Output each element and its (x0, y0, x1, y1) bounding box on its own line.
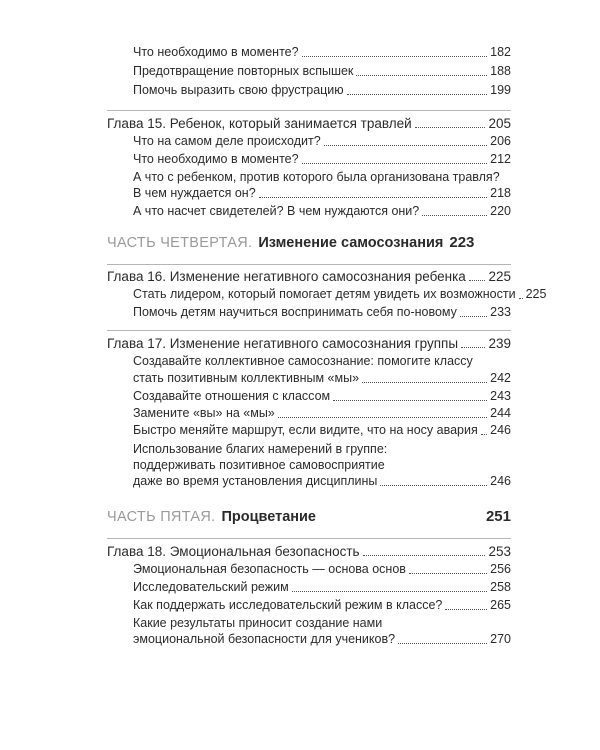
chapter-title: Глава 16. Изменение негативного самосознания ребенка (107, 269, 466, 284)
toc-entry-page: 242 (490, 371, 511, 385)
toc-entry[interactable] (133, 45, 511, 60)
leader-dots (333, 400, 487, 401)
toc-entry-page: 246 (490, 474, 511, 488)
toc-entry[interactable] (133, 152, 511, 167)
toc-entry-line[interactable]: А что с ребенком, против которого была организована травля? (133, 170, 500, 184)
toc-entry-line[interactable]: Создавайте коллективное самосознание: помогите классу (133, 354, 473, 368)
chapter-page: 239 (488, 336, 511, 351)
toc-entry[interactable] (133, 423, 511, 438)
leader-dots (469, 280, 486, 281)
toc-entry[interactable] (133, 204, 511, 219)
chapter-15-heading[interactable] (107, 116, 511, 131)
chapter-18-heading[interactable] (107, 544, 511, 559)
part-page: 223 (449, 234, 475, 251)
leader-dots (278, 417, 487, 418)
toc-entry-page: 220 (490, 204, 511, 218)
toc-entry[interactable] (133, 562, 511, 577)
section-divider (107, 264, 511, 265)
toc-entry-label: Предотвращение повторных вспышек (133, 64, 354, 78)
toc-entry-label: Стать лидером, который помогает детям увидеть их возможности (133, 287, 516, 301)
toc-entry[interactable] (133, 64, 511, 79)
toc-entry[interactable] (133, 474, 511, 489)
chapter-page: 205 (488, 116, 511, 131)
toc-entry-label: стать позитивным коллективным «мы» (133, 371, 360, 385)
section-divider (107, 110, 511, 111)
toc-entry-page: 212 (490, 152, 511, 166)
leader-dots (324, 145, 487, 146)
toc-entry-label: Создавайте отношения с классом (133, 389, 331, 403)
toc-entry-label: А что насчет свидетелей? В чем нуждаются они? (133, 204, 420, 218)
toc-entry-label: Помочь детям научиться воспринимать себя по-новому (133, 305, 457, 319)
toc-entry[interactable] (133, 83, 511, 98)
chapter-title: Глава 17. Изменение негативного самосознания группы (107, 336, 459, 351)
leader-dots (445, 609, 487, 610)
chapter-16-heading[interactable] (107, 269, 511, 284)
toc-entry-label: Помочь выразить свою фрустрацию (133, 83, 344, 97)
leader-dots (302, 163, 488, 164)
leader-dots (292, 591, 487, 592)
toc-entry-page: 225 (525, 287, 547, 301)
part-title: Изменение самосознания (258, 235, 444, 251)
leader-dots (259, 197, 487, 198)
toc-entry[interactable] (133, 598, 511, 613)
part-prefix: ЧАСТЬ ЧЕТВЕРТАЯ. (107, 235, 253, 251)
leader-dots (460, 316, 487, 317)
leader-dots (356, 75, 487, 76)
toc-entry-page: 246 (490, 423, 511, 437)
toc-entry-page: 218 (490, 186, 511, 200)
chapter-page: 225 (488, 269, 511, 284)
part-4-heading[interactable] (107, 234, 511, 252)
toc-entry-page: 270 (490, 632, 511, 646)
part-5-heading[interactable] (107, 508, 511, 526)
leader-dots (363, 555, 486, 556)
toc-entry-page: 188 (490, 64, 511, 78)
toc-entry-label: Замените «вы» на «мы» (133, 406, 275, 420)
part-page: 251 (485, 508, 511, 525)
toc-entry[interactable] (133, 389, 511, 404)
part-prefix: ЧАСТЬ ПЯТАЯ. (107, 509, 216, 525)
toc-entry-label: даже во время установления дисциплины (133, 474, 378, 488)
chapter-title: Глава 15. Ребенок, который занимается травлей (107, 116, 412, 131)
toc-entry-page: 182 (490, 45, 511, 59)
leader-dots (422, 215, 487, 216)
toc-entry-page: 243 (490, 389, 511, 403)
toc-entry-page: 256 (490, 562, 511, 576)
leader-dots (461, 347, 485, 348)
leader-dots (398, 643, 487, 644)
toc-entry[interactable] (133, 287, 547, 302)
toc-entry-label: Быстро меняйте маршрут, если видите, что на носу авария (133, 423, 478, 437)
toc-entry-label: Что необходимо в моменте? (133, 152, 299, 166)
toc-entry-line[interactable]: Использование благих намерений в группе: (133, 442, 388, 456)
section-divider (107, 538, 511, 539)
toc-entry-label: В чем нуждается он? (133, 186, 256, 200)
toc-entry-line[interactable]: поддерживать позитивное самовосприятие (133, 458, 385, 472)
section-divider (107, 330, 511, 331)
toc-entry-page: 244 (490, 406, 511, 420)
toc-entry[interactable] (133, 406, 511, 421)
chapter-17-heading[interactable] (107, 336, 511, 351)
toc-entry-label: Как поддержать исследовательский режим в классе? (133, 598, 443, 612)
leader-dots (302, 56, 488, 57)
chapter-title: Глава 18. Эмоциональная безопасность (107, 544, 360, 559)
toc-entry[interactable] (133, 580, 511, 595)
leader-dots (481, 434, 487, 435)
chapter-page: 253 (488, 544, 511, 559)
toc-entry[interactable] (133, 632, 511, 647)
toc-entry-page: 265 (490, 598, 511, 612)
leader-dots (415, 127, 486, 128)
leader-dots (519, 298, 523, 299)
part-title: Процветание (221, 509, 317, 525)
toc-entry-label: эмоциональной безопасности для учеников? (133, 632, 396, 646)
toc-entry-label: Эмоциональная безопасность — основа основ (133, 562, 406, 576)
toc-entry-page: 199 (490, 83, 511, 97)
toc-entry[interactable] (133, 134, 511, 149)
toc-entry-label: Что на самом деле происходит? (133, 134, 321, 148)
toc-entry-page: 206 (490, 134, 511, 148)
toc-entry[interactable] (133, 186, 511, 201)
toc-entry-page: 233 (490, 305, 511, 319)
leader-dots (362, 382, 487, 383)
toc-entry[interactable] (133, 371, 511, 386)
toc-entry-page: 258 (490, 580, 511, 594)
toc-entry-label: Что необходимо в моменте? (133, 45, 299, 59)
leader-dots (380, 485, 487, 486)
toc-entry[interactable] (133, 305, 511, 320)
leader-dots (347, 94, 487, 95)
toc-entry-line[interactable]: Какие результаты приносит создание нами (133, 616, 383, 630)
leader-dots (409, 573, 487, 574)
toc-entry-label: Исследовательский режим (133, 580, 289, 594)
